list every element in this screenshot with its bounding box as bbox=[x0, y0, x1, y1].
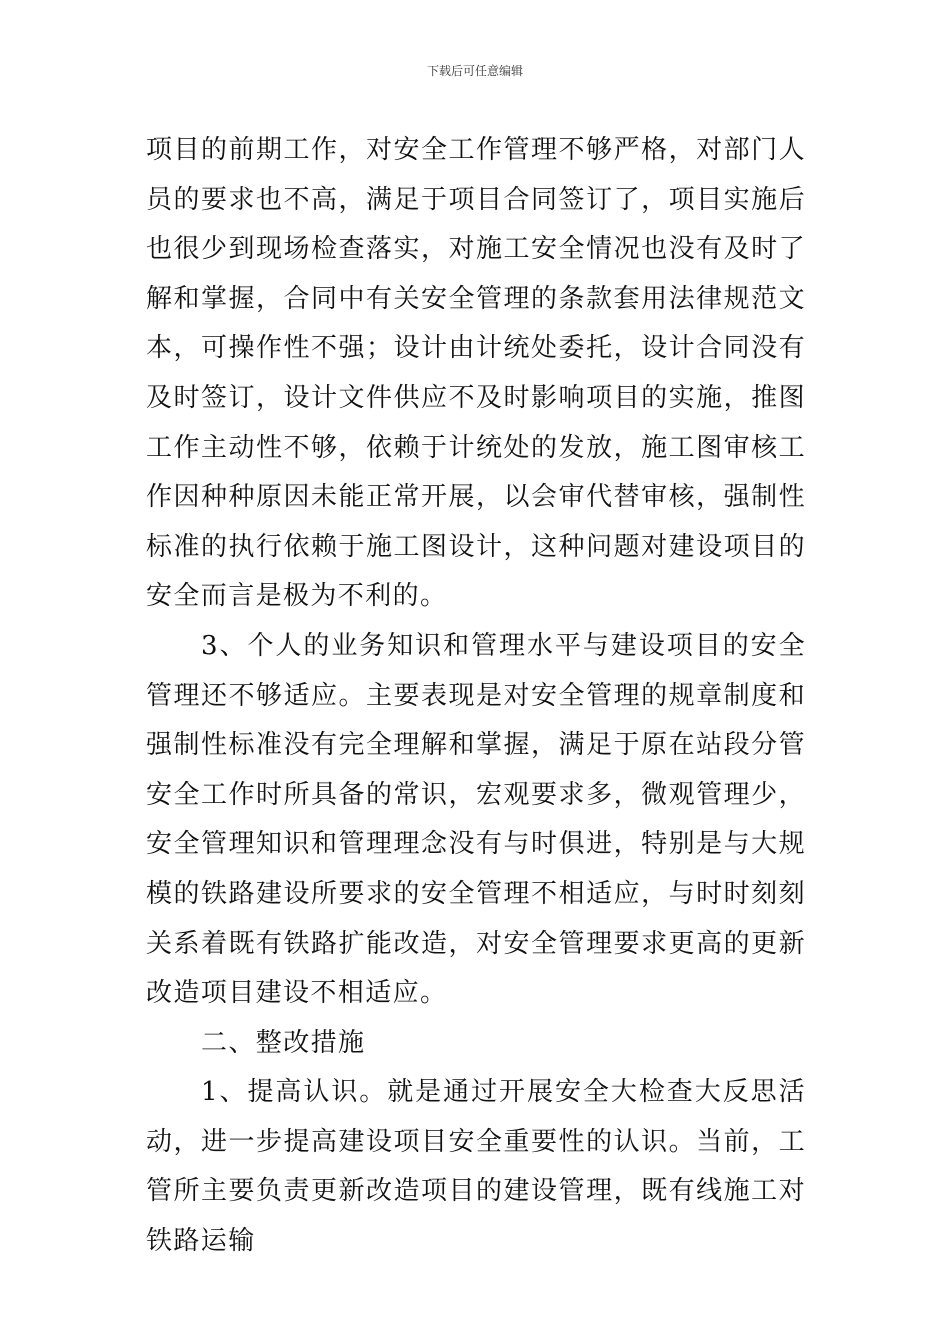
document-body bbox=[146, 126, 806, 1267]
paragraph-3: 1、提高认识。就是通过开展安全大检查大反思活动，进一步提高建设项目安全重要性的认识。当前，工管所主要负责更新改造项目的建设管理，既有线施工对铁路运输 bbox=[146, 1077, 806, 1257]
paragraph-2: 3、个人的业务知识和管理水平与建设项目的安全管理还不够适应。主要表现是对安全管理的规章制度和强制性标准没有完全理解和掌握，满足于原在站段分管安全工作时所具备的常识，宏观要求多，微观管理少，安全管理知识和管理理念没有与时俱进，特别是与大规模的铁路建设所要求的安全管理不相适应，与时时刻刻关系着既有铁路扩能改造，对安全管理要求更高的更新改造项目建设不相适应。 bbox=[146, 630, 806, 1009]
paragraph-1: 项目的前期工作，对安全工作管理不够严格，对部门人员的要求也不高，满足于项目合同签订了，项目实施后也很少到现场检查落实，对施工安全情况也没有及时了解和掌握，合同中有关安全管理的条款套用法律规范文本，可操作性不强；设计由计统处委托，设计合同没有及时签订，设计文件供应不及时影响项目的实施，推图工作主动性不够，依赖于计统处的发放，施工图审核工作因种种原因未能正常开展，以会审代替审核，强制性标准的执行依赖于施工图设计，这种问题对建设项目的安全而言是极为不利的。 bbox=[146, 135, 806, 612]
page-header: 下载后可任意编辑 bbox=[426, 64, 523, 78]
section-heading-rectification: 二、整改措施 bbox=[201, 1027, 366, 1058]
